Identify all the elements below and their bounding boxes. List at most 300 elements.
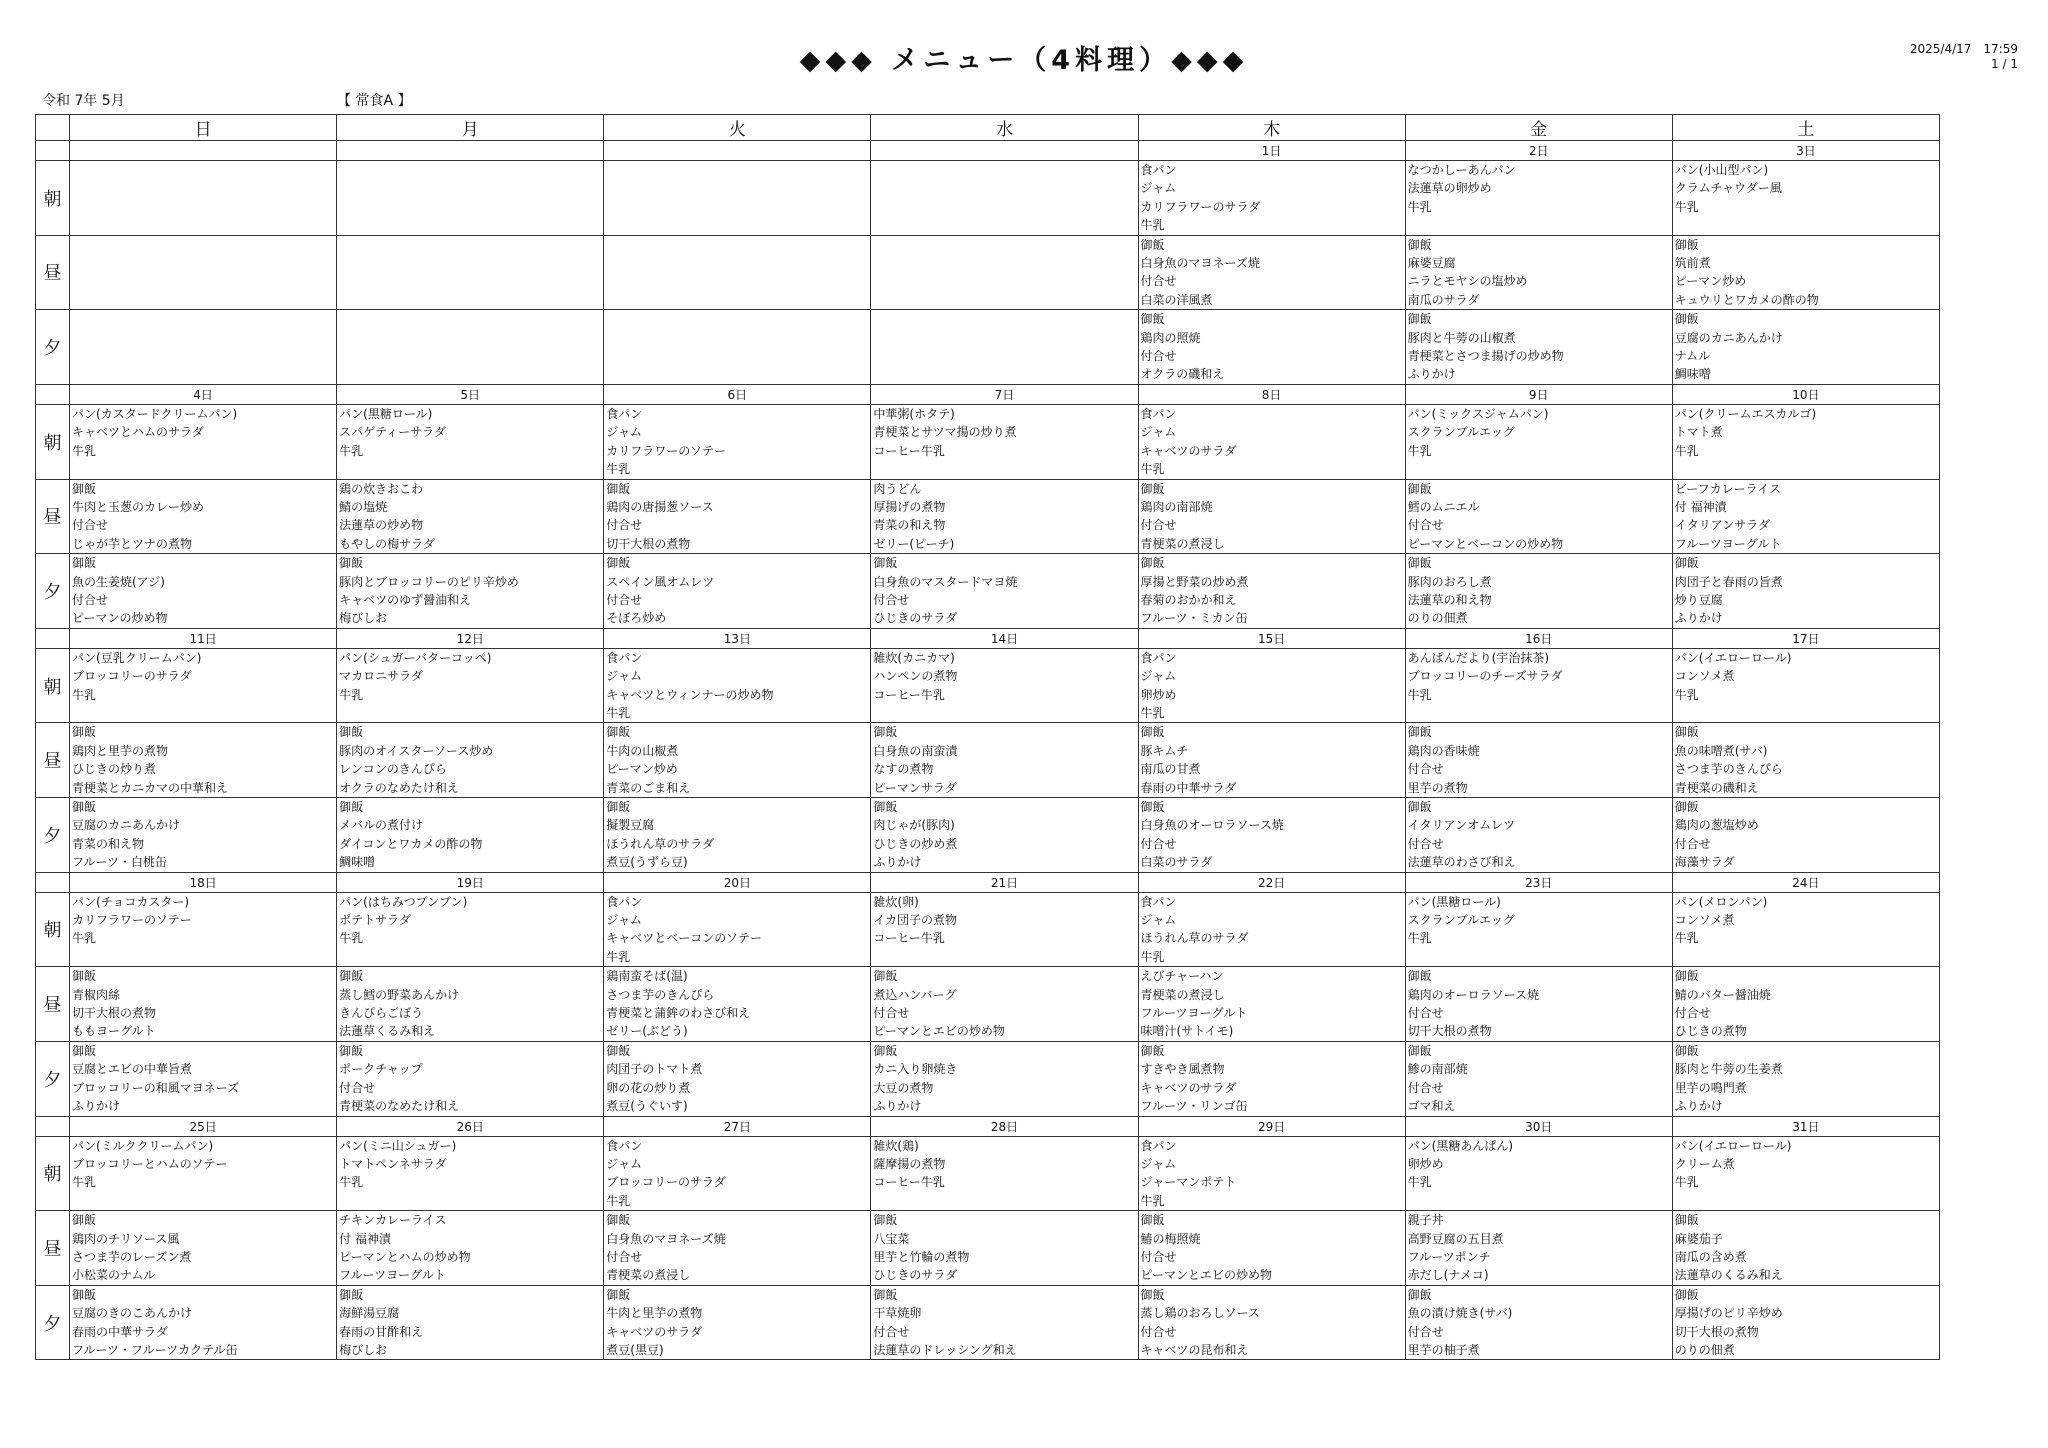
menu-item: 豚肉と牛蒡の山椒煮 [1407, 330, 1516, 345]
menu-item: 牛乳 [1674, 443, 1699, 458]
menu-item: 御飯 [1140, 481, 1165, 496]
menu-item: 付合せ [1140, 518, 1177, 533]
meal-label: 朝 [36, 161, 70, 236]
menu-item: キャベツのサラダ [1140, 443, 1237, 458]
menu-item: 春雨の甘酢和え [339, 1324, 424, 1339]
menu-item: 雑炊(卵) [873, 894, 919, 909]
menu-item: スペイン風オムレツ [606, 574, 715, 589]
meal-cell [337, 161, 604, 236]
menu-item: 法蓮草くるみ和え [339, 1024, 436, 1039]
menu-item: パン(カスタードクリームパン) [72, 406, 238, 421]
menu-item: 牛乳 [1674, 1175, 1699, 1190]
date-cell [70, 141, 337, 161]
menu-item: 法蓮草のくるみ和え [1674, 1268, 1783, 1283]
menu-item: 御飯 [339, 800, 364, 814]
menu-item: キャベツとウィンナーの炒め物 [606, 687, 774, 702]
menu-item: 里芋の柚子煮 [1407, 1342, 1480, 1357]
date-row-label [36, 384, 70, 404]
menu-item: 青梗菜のなめたけ和え [339, 1099, 460, 1114]
menu-item: ニラとモヤシの塩炒め [1407, 274, 1528, 289]
menu-item: えびチャーハン [1140, 969, 1224, 984]
meal-cell [604, 723, 871, 798]
date-cell [337, 141, 604, 161]
meal-cell [604, 1041, 871, 1116]
menu-item: イタリアンオムレツ [1407, 818, 1516, 833]
menu-item: 炒り豆腐 [1674, 592, 1723, 607]
menu-item: もやしの梅サラダ [339, 536, 436, 551]
meal-cell [1405, 554, 1672, 629]
menu-item: コンソメ煮 [1674, 669, 1735, 684]
menu-item: 御飯 [1674, 800, 1699, 814]
menu-item: 魚の生姜焼(アジ) [72, 574, 165, 589]
menu-item: 御飯 [1407, 725, 1432, 740]
menu-item: スクランブルエッグ [1407, 425, 1515, 440]
menu-item: 八宝菜 [873, 1231, 910, 1246]
meal-cell [1672, 1211, 1939, 1286]
meal-cell [337, 1285, 604, 1360]
menu-item: 御飯 [1140, 800, 1165, 814]
meal-cell [70, 310, 337, 385]
weekday-fri: 金 [1405, 115, 1672, 141]
menu-item: 御飯 [1407, 556, 1432, 571]
meal-label: 朝 [36, 648, 70, 723]
menu-item: 南瓜のサラダ [1407, 292, 1480, 307]
menu-calendar [35, 114, 1940, 1360]
menu-item: フルーツヨーグルト [1674, 536, 1782, 551]
meal-cell [871, 404, 1138, 479]
menu-item: パン(黒糖ロール) [1407, 894, 1501, 909]
menu-item: 鯵の南部焼 [1407, 1062, 1468, 1077]
menu-item: 卵の花の炒り煮 [606, 1080, 691, 1095]
menu-item: 鶏肉の照焼 [1140, 330, 1201, 345]
menu-item: 牛乳 [1140, 218, 1165, 233]
menu-item: ジャム [1140, 1156, 1177, 1171]
menu-item: 付合せ [1674, 1006, 1711, 1021]
date-cell: 6日 [604, 384, 871, 404]
date-cell [604, 141, 871, 161]
date-cell: 16日 [1405, 628, 1672, 648]
menu-item: 付 福神漬 [339, 1231, 391, 1246]
menu-item: 付合せ [873, 592, 910, 607]
menu-item: フルーツポンチ [1407, 1249, 1491, 1264]
meal-cell [1672, 161, 1939, 236]
menu-item: 春雨の中華サラダ [1140, 780, 1237, 795]
menu-item: 食パン [1140, 1138, 1177, 1153]
menu-item: 青菜の和え物 [873, 518, 946, 533]
menu-item: ふりかけ [1674, 1099, 1723, 1114]
print-stamp [1910, 42, 2018, 72]
meal-row-dinner [36, 798, 1940, 873]
menu-item: なすの煮物 [873, 762, 934, 777]
menu-item: ジャム [1140, 669, 1177, 684]
menu-item: 青梗菜の煮浸し [1140, 987, 1225, 1002]
meal-cell [871, 161, 1138, 236]
menu-item: ジャム [1140, 181, 1177, 196]
menu-item: 付合せ [1140, 349, 1177, 364]
meal-cell [871, 1211, 1138, 1286]
meal-cell [1405, 1285, 1672, 1360]
meal-cell [604, 404, 871, 479]
meal-cell [337, 554, 604, 629]
menu-item: ふりかけ [873, 1099, 922, 1114]
menu-item: 煮豆(黒豆) [606, 1342, 664, 1357]
menu-item: 赤だし(ナメコ) [1407, 1268, 1489, 1283]
meal-cell [871, 554, 1138, 629]
meal-cell [1405, 1211, 1672, 1286]
menu-item: ピーマンの炒め物 [72, 611, 168, 626]
menu-item: 肉団子と春雨の旨煮 [1674, 574, 1783, 589]
menu-item: スパゲティーサラダ [339, 425, 447, 440]
menu-item: キャベツのゆず醤油和え [339, 592, 472, 607]
menu-item: 御飯 [1674, 1213, 1699, 1228]
menu-item: 豆腐のカニあんかけ [1674, 330, 1783, 345]
menu-item: ビーフカレーライス [1674, 481, 1782, 496]
meal-row-breakfast [36, 892, 1940, 967]
menu-item: ダイコンとワカメの酢の物 [339, 836, 483, 851]
menu-item: 御飯 [72, 1287, 97, 1302]
meal-cell [1672, 404, 1939, 479]
menu-item: 豆腐とエビの中華旨煮 [72, 1062, 193, 1077]
meal-cell [337, 892, 604, 967]
meal-cell [1138, 235, 1405, 310]
menu-item: 海藻サラダ [1674, 855, 1735, 870]
menu-item: パン(イエローロール) [1674, 1138, 1792, 1153]
menu-item: 切干大根の煮物 [606, 536, 691, 551]
meal-row-lunch [36, 967, 1940, 1042]
menu-item: 蒸し鶏のおろしソース [1140, 1306, 1260, 1321]
menu-item: 厚揚げのピリ辛炒め [1674, 1306, 1783, 1321]
menu-item: 厚揚げの煮物 [873, 499, 946, 514]
meal-label: 昼 [36, 723, 70, 798]
menu-item: 食パン [606, 1138, 643, 1153]
menu-item: 御飯 [339, 1043, 364, 1058]
meal-row-breakfast [36, 1136, 1940, 1211]
menu-item: 切干大根の煮物 [1407, 1024, 1492, 1039]
menu-item: パン(豆乳クリームパン) [72, 650, 202, 665]
menu-item: 御飯 [72, 800, 97, 814]
menu-item: 御飯 [1674, 725, 1699, 740]
menu-item: 御飯 [606, 1287, 631, 1302]
meal-cell [1405, 798, 1672, 873]
date-row-label [36, 1116, 70, 1136]
date-cell: 10日 [1672, 384, 1939, 404]
menu-item: 御飯 [873, 1043, 898, 1058]
menu-item: 付合せ [606, 592, 643, 607]
menu-item: 付合せ [1140, 1324, 1177, 1339]
menu-item: 青菜のごま和え [606, 780, 691, 795]
menu-item: 中華粥(ホタテ) [873, 406, 955, 421]
menu-item: マカロニサラダ [339, 669, 424, 684]
date-cell [871, 141, 1138, 161]
menu-item: 魚の味噌煮(サバ) [1674, 743, 1768, 758]
menu-item: 牛乳 [339, 931, 364, 946]
meal-cell [1405, 892, 1672, 967]
menu-item: 食パン [1140, 163, 1177, 177]
menu-item: ブロッコリーの和風マヨネーズ [72, 1080, 240, 1095]
date-row-label [36, 141, 70, 161]
menu-item: 御飯 [1674, 237, 1699, 252]
menu-item: パン(小山型パン) [1674, 163, 1769, 177]
date-cell: 17日 [1672, 628, 1939, 648]
menu-item: 麻婆豆腐 [1407, 256, 1456, 271]
meal-cell [1672, 892, 1939, 967]
meal-cell [604, 310, 871, 385]
date-row-label [36, 872, 70, 892]
menu-item: 御飯 [339, 1287, 364, 1302]
menu-item: 鶏南蛮そば(温) [606, 969, 688, 984]
meal-cell [871, 235, 1138, 310]
menu-item: 白菜の洋風煮 [1140, 292, 1213, 307]
menu-item: フルーツ・白桃缶 [72, 855, 168, 870]
menu-item: そぼろ炒め [606, 611, 667, 626]
meal-cell [337, 967, 604, 1042]
menu-item: 牛乳 [339, 443, 364, 458]
meal-cell [1138, 1041, 1405, 1116]
menu-item: 干草焼卵 [873, 1306, 922, 1321]
menu-item: キャベツとベーコンのソテー [606, 931, 763, 946]
meal-cell [604, 798, 871, 873]
meal-cell [604, 1136, 871, 1211]
menu-item: クラムチャウダー風 [1674, 181, 1782, 196]
menu-item: ジャム [1140, 913, 1177, 928]
menu-item: 鶏肉と里芋の煮物 [72, 743, 169, 758]
meal-label: 夕 [36, 554, 70, 629]
menu-item: のりの佃煮 [1407, 611, 1468, 626]
menu-item: 肉団子のトマト煮 [606, 1062, 703, 1077]
menu-item: 法蓮草の炒め物 [339, 518, 424, 533]
weekday-tue: 火 [604, 115, 871, 141]
weekday-header-row [36, 115, 1940, 141]
meal-row-lunch [36, 479, 1940, 554]
meal-label: 朝 [36, 404, 70, 479]
weekday-sat: 土 [1672, 115, 1939, 141]
menu-item: さつま芋のきんぴら [1674, 762, 1783, 777]
meal-row-breakfast [36, 161, 1940, 236]
menu-item: ピーマン炒め [1674, 274, 1747, 289]
menu-item: ほうれん草のサラダ [1140, 931, 1249, 946]
meal-label: 夕 [36, 310, 70, 385]
menu-item: コーヒー牛乳 [873, 687, 945, 702]
meal-cell [604, 1211, 871, 1286]
menu-item: 青梗菜とさつま揚げの炒め物 [1407, 349, 1564, 364]
menu-item: コーヒー牛乳 [873, 443, 945, 458]
meal-cell [1138, 161, 1405, 236]
menu-item: 煮豆(うずら豆) [606, 855, 688, 870]
menu-item: 牛乳 [339, 1175, 364, 1190]
menu-item: ピーマンサラダ [873, 780, 957, 795]
menu-item: カリフラワーのサラダ [1140, 199, 1261, 214]
menu-item: オクラの磯和え [1140, 367, 1225, 382]
menu-item: 御飯 [606, 1213, 631, 1228]
date-cell: 14日 [871, 628, 1138, 648]
meal-cell [1138, 723, 1405, 798]
menu-item: 煮込ハンバーグ [873, 987, 957, 1002]
meal-cell [604, 235, 871, 310]
date-cell: 26日 [337, 1116, 604, 1136]
menu-item: 御飯 [72, 1213, 97, 1228]
menu-item: 青梗菜の煮浸し [1140, 536, 1225, 551]
meal-cell [604, 554, 871, 629]
menu-item: 御飯 [72, 556, 97, 571]
menu-item: 牛乳 [1140, 949, 1165, 964]
menu-item: 付合せ [72, 592, 109, 607]
menu-item: ブロッコリーとハムのソテー [72, 1156, 228, 1171]
date-cell: 15日 [1138, 628, 1405, 648]
menu-item: ジャム [606, 669, 643, 684]
meal-cell [1672, 798, 1939, 873]
meal-label: 昼 [36, 967, 70, 1042]
menu-item: 南瓜の甘煮 [1140, 762, 1201, 777]
menu-item: 牛乳 [1407, 931, 1432, 946]
menu-item: 南瓜の含め煮 [1674, 1249, 1747, 1264]
menu-item: ハンペンの煮物 [873, 669, 958, 684]
menu-item: 牛乳 [1674, 687, 1699, 702]
menu-item: 付合せ [873, 1006, 910, 1021]
menu-item: 御飯 [606, 800, 631, 814]
menu-item: トマトペンネサラダ [339, 1156, 447, 1171]
menu-item: 法蓮草の卵炒め [1407, 181, 1492, 196]
menu-item: 肉うどん [873, 481, 922, 496]
menu-item: 梅びしお [339, 611, 388, 626]
menu-item: 青梗菜と蒲鉾のわさび和え [606, 1006, 751, 1021]
menu-item: パン(はちみつブンブン) [339, 894, 468, 909]
menu-item: 鯖の塩焼 [339, 499, 388, 514]
menu-item: 里芋の鳴門煮 [1674, 1080, 1747, 1095]
menu-item: 筑前煮 [1674, 256, 1711, 271]
menu-item: カニ入り卵焼き [873, 1062, 958, 1077]
menu-item: パン(ミニ山シュガー) [339, 1138, 457, 1153]
date-cell: 25日 [70, 1116, 337, 1136]
menu-item: パン(シュガーバターコッペ) [339, 650, 492, 665]
menu-item: 御飯 [1140, 1287, 1165, 1302]
meal-cell [1405, 404, 1672, 479]
menu-item: 御飯 [606, 1043, 631, 1058]
meal-cell [1672, 967, 1939, 1042]
menu-item: 食パン [606, 894, 643, 909]
menu-item: イカ団子の煮物 [873, 913, 958, 928]
menu-item: 鯛味噌 [1674, 367, 1711, 382]
era-month: 令和 7年 5月 [42, 93, 125, 109]
menu-item: 法蓮草のわさび和え [1407, 855, 1516, 870]
date-cell: 4日 [70, 384, 337, 404]
date-row-label [36, 628, 70, 648]
menu-item: ひじきの煮物 [1674, 1024, 1747, 1039]
menu-item: 食パン [1140, 650, 1177, 665]
meal-row-lunch [36, 235, 1940, 310]
menu-item: 青梗菜とカニカマの中華和え [72, 780, 229, 795]
menu-item: 御飯 [1674, 312, 1699, 327]
meal-cell [1405, 1136, 1672, 1211]
date-cell: 23日 [1405, 872, 1672, 892]
meal-cell [337, 1211, 604, 1286]
menu-item: 御飯 [873, 556, 898, 571]
meal-cell [604, 892, 871, 967]
meal-cell [1672, 235, 1939, 310]
menu-item: コーヒー牛乳 [873, 931, 945, 946]
meal-cell [1405, 161, 1672, 236]
menu-item: 御飯 [1140, 237, 1165, 252]
meal-row-dinner [36, 310, 1940, 385]
menu-item: キャベツのサラダ [606, 1324, 703, 1339]
meal-cell [871, 648, 1138, 723]
menu-item: 牛肉と里芋の煮物 [606, 1306, 703, 1321]
meal-cell [70, 404, 337, 479]
menu-item: 肉じゃが(豚肉) [873, 818, 955, 833]
meal-cell [871, 479, 1138, 554]
menu-item: 牛肉の山椒煮 [606, 743, 679, 758]
menu-item: 御飯 [1140, 725, 1165, 740]
menu-item: キュウリとワカメの酢の物 [1674, 292, 1819, 307]
date-cell: 3日 [1672, 141, 1939, 161]
menu-item: 御飯 [1407, 312, 1432, 327]
date-cell: 13日 [604, 628, 871, 648]
menu-item: 白菜のサラダ [1140, 855, 1213, 870]
meal-cell [871, 1285, 1138, 1360]
menu-item: 御飯 [873, 800, 898, 814]
menu-item: 梅びしお [339, 1342, 388, 1357]
menu-item: 御飯 [72, 481, 97, 496]
meal-cell [337, 1136, 604, 1211]
menu-item: 青梗菜とサツマ揚の炒り煮 [873, 425, 1017, 440]
meal-label: 夕 [36, 798, 70, 873]
menu-item: 薩摩揚の煮物 [873, 1156, 946, 1171]
date-cell: 2日 [1405, 141, 1672, 161]
menu-item: 牛乳 [1140, 705, 1165, 720]
meal-label: 夕 [36, 1285, 70, 1360]
menu-item: 豚肉とブロッコリーのピリ辛炒め [339, 574, 519, 589]
meal-cell [1138, 648, 1405, 723]
meal-cell [1405, 967, 1672, 1042]
menu-item: 御飯 [72, 1043, 97, 1058]
menu-item: ジャム [1140, 425, 1177, 440]
menu-item: 煮豆(うぐいす) [606, 1099, 688, 1114]
menu-item: 法蓮草のドレッシング和え [873, 1342, 1017, 1357]
meal-cell [337, 798, 604, 873]
menu-item: ポークチャップ [339, 1062, 423, 1077]
meal-cell [70, 235, 337, 310]
menu-item: ブロッコリーのサラダ [72, 669, 192, 684]
meal-row-lunch [36, 723, 1940, 798]
menu-item: 付合せ [606, 1249, 643, 1264]
menu-item: ふりかけ [72, 1099, 121, 1114]
menu-item: 雑炊(鶏) [873, 1138, 919, 1153]
menu-item: ゼリー(ぶどう) [606, 1024, 688, 1039]
menu-item: 牛乳 [1407, 687, 1432, 702]
menu-item: 御飯 [339, 556, 364, 571]
date-cell: 31日 [1672, 1116, 1939, 1136]
meal-cell [871, 798, 1138, 873]
menu-item: 御飯 [1140, 312, 1165, 327]
print-date: 2025/4/17 17:59 [1909, 42, 2018, 56]
menu-item: 豆腐のカニあんかけ [72, 818, 181, 833]
menu-item: 牛乳 [339, 687, 364, 702]
menu-item: 春菊のおかか和え [1140, 592, 1237, 607]
meal-cell [604, 161, 871, 236]
meal-cell [337, 404, 604, 479]
date-cell: 30日 [1405, 1116, 1672, 1136]
meal-cell [871, 892, 1138, 967]
meal-row-dinner [36, 554, 1940, 629]
meal-cell [1672, 723, 1939, 798]
menu-item: ふりかけ [1674, 611, 1723, 626]
date-cell: 1日 [1138, 141, 1405, 161]
weekday-thu: 木 [1138, 115, 1405, 141]
meal-label: 夕 [36, 1041, 70, 1116]
meal-cell [1138, 479, 1405, 554]
menu-item: 鯛味噌 [339, 855, 376, 870]
menu-item: コンソメ煮 [1674, 913, 1735, 928]
menu-item: 牛乳 [606, 949, 631, 964]
